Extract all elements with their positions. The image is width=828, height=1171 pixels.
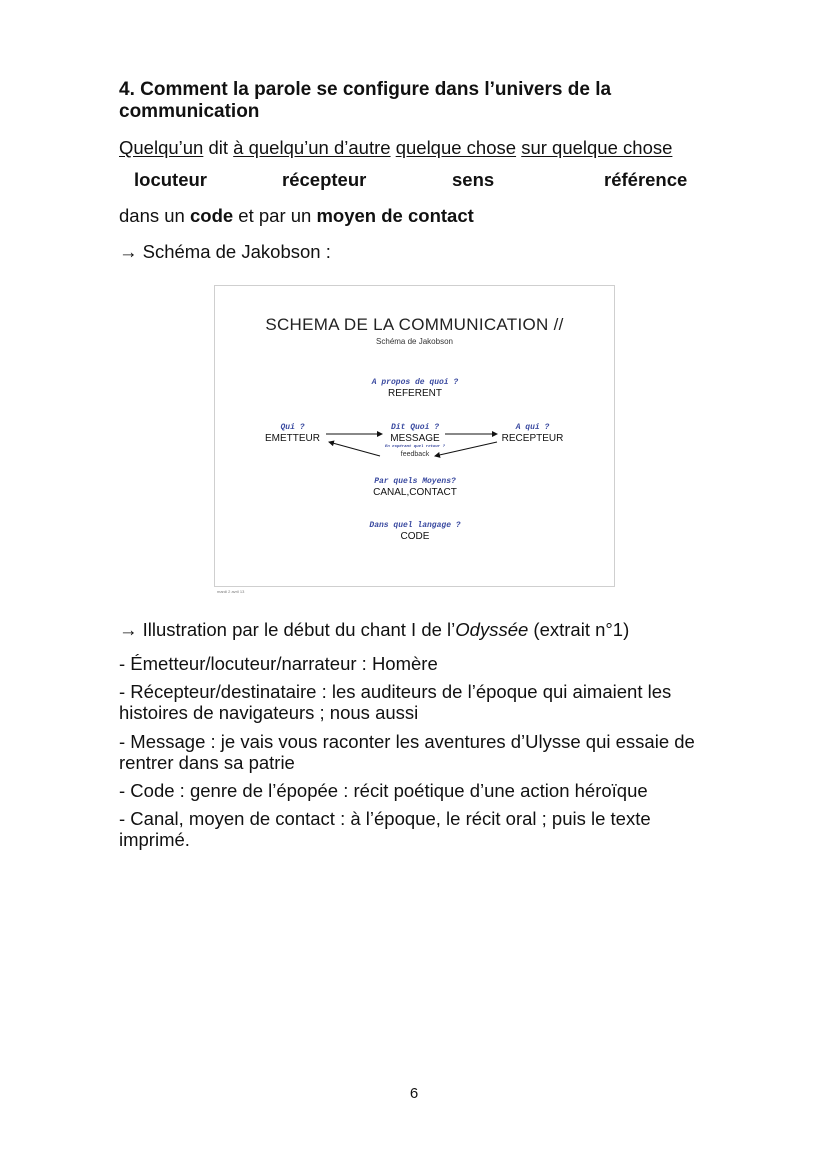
diagram-subtitle: Schéma de Jakobson xyxy=(376,337,453,346)
arrow-feedback-return xyxy=(435,442,497,456)
code-label: CODE xyxy=(400,531,430,542)
sentence-part: sur quelque chose xyxy=(521,137,673,158)
list-item: - Canal, moyen de contact : à l’époque, le récit oral ; puis le texte imprimé. xyxy=(119,808,651,850)
jakobson-line: → Schéma de Jakobson : xyxy=(119,241,331,262)
recepteur-question: A qui ? xyxy=(515,423,550,432)
list-item: - Code : genre de l’épopée : récit poétique d’une action héroïque xyxy=(119,780,648,801)
code-line xyxy=(119,205,474,227)
feedback-question: En espérant quel retour ? xyxy=(384,445,445,449)
code-term: code xyxy=(189,205,234,226)
jakobson-diagram xyxy=(214,285,615,594)
emetteur-question: Qui ? xyxy=(280,423,305,432)
illustration-text: → Illustration par le début du chant I de l’ xyxy=(119,619,456,640)
slide-date: mardi 2 avril 13 xyxy=(217,589,245,594)
emetteur-label: EMETTEUR xyxy=(265,433,320,444)
contact-term: moyen de contact xyxy=(316,205,474,226)
message-question: Dit Quoi ? xyxy=(390,423,439,432)
odyssey-title: Odyssée xyxy=(455,619,529,640)
code-question: Dans quel langage ? xyxy=(369,521,461,530)
diagram-arrows xyxy=(215,286,614,586)
list-item: - Message : je vais vous raconter les aventures d’Ulysse qui essaie de rentrer dans sa patrie xyxy=(119,731,695,773)
message-label: MESSAGE xyxy=(390,433,440,444)
referent-question: A propos de quoi ? xyxy=(371,378,459,387)
diagram-title: SCHEMA DE LA COMMUNICATION // xyxy=(265,315,564,334)
sentence-part: dit xyxy=(203,137,234,158)
canal-question: Par quels Moyens? xyxy=(374,477,456,486)
illustration-line xyxy=(119,619,629,641)
page-number: 6 xyxy=(409,1085,419,1102)
sentence-part: Quelqu’un xyxy=(119,137,204,158)
code-line-text: et par un xyxy=(233,205,317,226)
list-item: - Émetteur/locuteur/narrateur : Homère xyxy=(119,653,438,674)
referent-label: REFERENT xyxy=(388,388,442,399)
illustration-text: (extrait n°1) xyxy=(528,619,630,640)
feedback-label: feedback xyxy=(400,451,430,458)
code-line-text: dans un xyxy=(119,205,190,226)
list-item: - Récepteur/destinataire : les auditeurs de l’époque qui aimaient les histoires de navigateurs ; nous aussi xyxy=(119,681,672,723)
sentence-part: quelque chose xyxy=(395,137,517,158)
role-recepteur: récepteur xyxy=(282,169,367,190)
recepteur-label: RECEPTEUR xyxy=(501,433,564,444)
arrow-feedback-emetteur xyxy=(329,442,380,456)
communication-sentence xyxy=(119,137,672,159)
canal-label: CANAL,CONTACT xyxy=(373,487,457,498)
section-heading: 4. Comment la parole se configure dans l’univers de la communication xyxy=(119,79,612,122)
sentence-part: à quelqu’un d’autre xyxy=(233,137,391,158)
role-reference: référence xyxy=(604,169,688,190)
role-locuteur: locuteur xyxy=(134,169,207,190)
role-sens: sens xyxy=(452,169,495,190)
